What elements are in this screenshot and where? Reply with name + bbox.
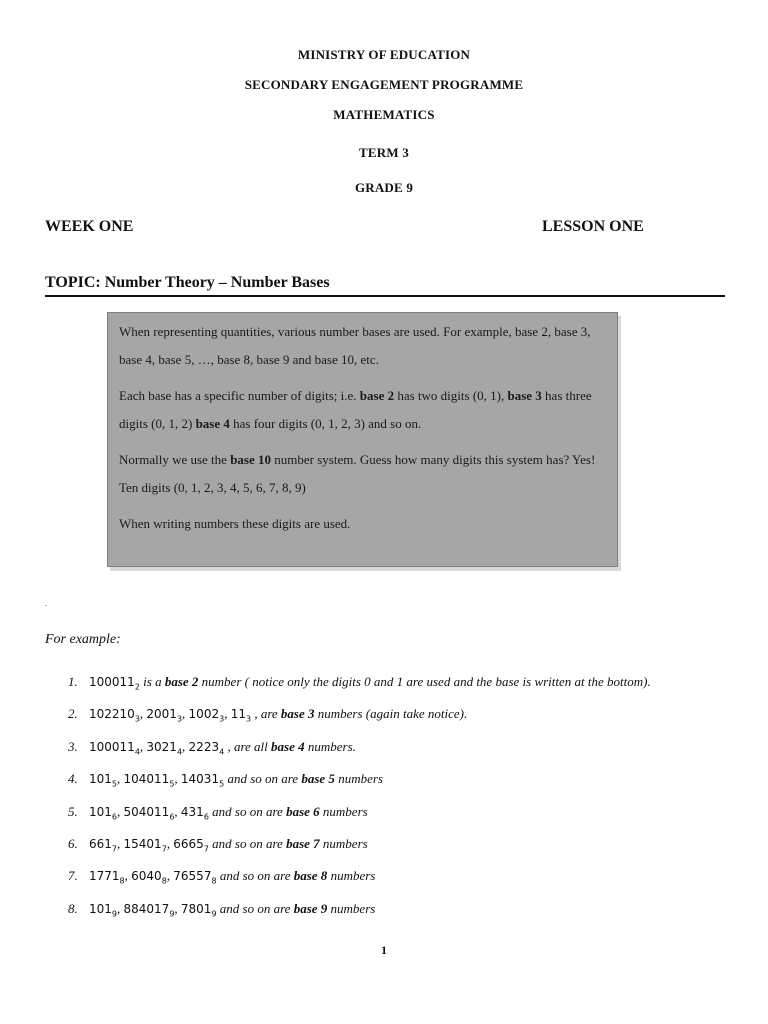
info-bold: base 2 — [359, 388, 395, 403]
example-base-label: base 8 — [293, 868, 328, 884]
base-number: $104011_5$ — [123, 772, 175, 789]
base-subscript: 7 — [161, 844, 167, 854]
base-subscript: 7 — [111, 844, 117, 854]
base-number: $884017_9$ — [123, 901, 175, 919]
example-number: 8. — [68, 900, 78, 916]
header-grade: GRADE 9 — [354, 180, 414, 195]
base-number: $11_3$ — [230, 707, 252, 724]
base-subscript: 4 — [176, 747, 183, 757]
separator: , — [117, 900, 124, 916]
example-text: numbers — [319, 803, 368, 819]
stray-dot: . — [45, 598, 48, 608]
example-text: and so on are — [224, 771, 302, 787]
example-text: numbers — [319, 835, 368, 851]
separator: , — [139, 706, 147, 722]
separator: , — [139, 738, 147, 754]
base-number: $101_6$ — [89, 804, 117, 821]
info-text: Normally we use the — [119, 452, 231, 467]
example-base-label: base 5 — [301, 771, 335, 787]
base-subscript: 2 — [134, 682, 140, 692]
base-number: $6040_8$ — [131, 869, 167, 886]
example-base-label: base 6 — [286, 803, 320, 819]
header-ministry: MINISTRY OF EDUCATION — [297, 47, 471, 62]
example-text: and so on are — [216, 900, 294, 916]
separator: , — [182, 706, 189, 722]
base-subscript: 6 — [111, 811, 117, 821]
example-item — [68, 798, 708, 830]
example-base-label: base 9 — [293, 900, 328, 916]
example-number: 4. — [68, 771, 78, 787]
lesson-label: LESSON ONE — [542, 218, 644, 235]
base-number: $2001_3$ — [146, 707, 183, 724]
example-text: , are — [251, 706, 281, 722]
separator: , — [117, 835, 124, 851]
example-item — [68, 830, 708, 862]
base-number: $76557_8$ — [173, 869, 217, 886]
base-subscript: 8 — [161, 876, 167, 886]
example-number: 3. — [68, 738, 78, 754]
example-number: 7. — [68, 868, 78, 884]
example-text: number ( notice only the digits 0 and 1 are used and the base is written at the bottom). — [198, 674, 651, 689]
base-subscript: 4 — [134, 747, 140, 757]
base-subscript: 3 — [134, 714, 140, 724]
example-item — [68, 765, 708, 797]
base-number: $101_9$ — [89, 901, 117, 919]
week-label: WEEK ONE — [45, 218, 134, 235]
base-number: $101_5$ — [89, 772, 117, 789]
example-number: 6. — [68, 835, 78, 851]
example-text: and so on are — [208, 803, 287, 819]
base-subscript: 3 — [245, 714, 252, 724]
base-number: $6665_7$ — [173, 836, 209, 854]
base-number: $2223_4$ — [188, 739, 225, 757]
example-item — [68, 862, 708, 894]
base-subscript: 9 — [169, 909, 175, 919]
info-bold: base 3 — [507, 388, 542, 403]
separator: , — [124, 868, 132, 884]
info-paragraph-4: When writing numbers these digits are used. — [119, 516, 351, 531]
example-number: 5. — [68, 803, 78, 819]
base-number: $431_6$ — [180, 804, 209, 821]
example-text: is a — [139, 674, 165, 689]
examples-list — [68, 668, 708, 927]
base-number: $1002_3$ — [188, 707, 225, 724]
info-text: has four digits (0, 1, 2, 3) and so on. — [229, 416, 422, 431]
example-base-label: base 2 — [164, 674, 199, 689]
separator: , — [174, 771, 181, 787]
info-paragraph-1: When representing quantities, various number bases are used. For example, base 2, base 3, base 4, base 5, …, base 8, base 9 and base 10, etc. — [119, 324, 591, 367]
info-paragraph-3 — [119, 446, 606, 502]
separator: , — [166, 835, 174, 851]
example-item — [68, 895, 708, 927]
example-text: numbers. — [304, 738, 356, 754]
base-subscript: 9 — [211, 909, 217, 919]
example-number: 2. — [68, 706, 78, 722]
base-number: $102210_3$ — [89, 707, 140, 724]
header-term: TERM 3 — [359, 145, 409, 160]
info-paragraph-2 — [119, 382, 606, 438]
example-text: numbers (again take notice). — [314, 706, 468, 722]
example-base-label: base 7 — [286, 835, 320, 851]
separator: , — [182, 738, 189, 754]
example-text: numbers — [327, 868, 376, 884]
topic-heading: TOPIC: Number Theory – Number Bases — [45, 274, 725, 297]
base-number: $3021_4$ — [146, 739, 183, 757]
base-subscript: 9 — [111, 909, 117, 919]
base-number: $661_7$ — [89, 836, 117, 854]
base-number: $1771_8$ — [89, 869, 125, 886]
info-bold: base 4 — [195, 416, 230, 431]
separator: , — [174, 803, 181, 819]
week-row — [45, 218, 725, 238]
separator: , — [224, 706, 231, 722]
separator: , — [166, 868, 174, 884]
base-subscript: 8 — [119, 876, 125, 886]
separator: , — [174, 900, 181, 916]
example-text: numbers — [327, 900, 376, 916]
base-subscript: 3 — [219, 714, 225, 724]
example-text: numbers — [334, 771, 383, 787]
base-number: $504011_6$ — [123, 804, 175, 821]
page-number: 1 — [381, 943, 387, 957]
base-subscript: 6 — [169, 811, 175, 821]
base-subscript: 5 — [219, 779, 225, 789]
base-subscript: 8 — [211, 876, 217, 886]
info-bold: base 10 — [230, 452, 272, 467]
example-text: , are all — [224, 738, 272, 754]
info-text: number system. Guess how many digits this system has? Yes! Ten digits (0, 1, 2, 3, 4, 5, 6, 7, 8, 9) — [119, 452, 596, 495]
base-number: $100011_2$ — [89, 675, 140, 692]
base-number: $15401_7$ — [123, 836, 167, 854]
base-number: $7801_9$ — [180, 901, 217, 919]
example-number: 1. — [68, 674, 78, 689]
example-item — [68, 733, 708, 765]
base-subscript: 7 — [203, 844, 209, 854]
separator: , — [117, 771, 124, 787]
header-programme: SECONDARY ENGAGEMENT PROGRAMME — [244, 77, 524, 92]
base-number: $14031_5$ — [180, 772, 225, 789]
separator: , — [117, 803, 124, 819]
example-item — [68, 700, 708, 732]
base-subscript: 5 — [111, 779, 117, 789]
base-subscript: 3 — [176, 714, 183, 724]
info-text: has two digits (0, 1), — [394, 388, 508, 403]
header-subject: MATHEMATICS — [333, 107, 435, 122]
base-subscript: 4 — [219, 747, 225, 757]
base-subscript: 5 — [169, 779, 175, 789]
example-base-label: base 3 — [280, 706, 315, 722]
example-text: and so on are — [216, 868, 294, 884]
base-number: $100011_4$ — [89, 739, 140, 757]
info-box — [107, 312, 618, 567]
for-example-label: For example: — [45, 632, 121, 647]
base-subscript: 6 — [203, 811, 209, 821]
example-text: and so on are — [208, 835, 287, 851]
info-text: has three digits (0, 1, 2) — [119, 388, 592, 431]
info-text: Each base has a specific number of digits; i.e. — [119, 388, 360, 403]
example-item — [68, 668, 708, 700]
example-base-label: base 4 — [271, 738, 305, 754]
